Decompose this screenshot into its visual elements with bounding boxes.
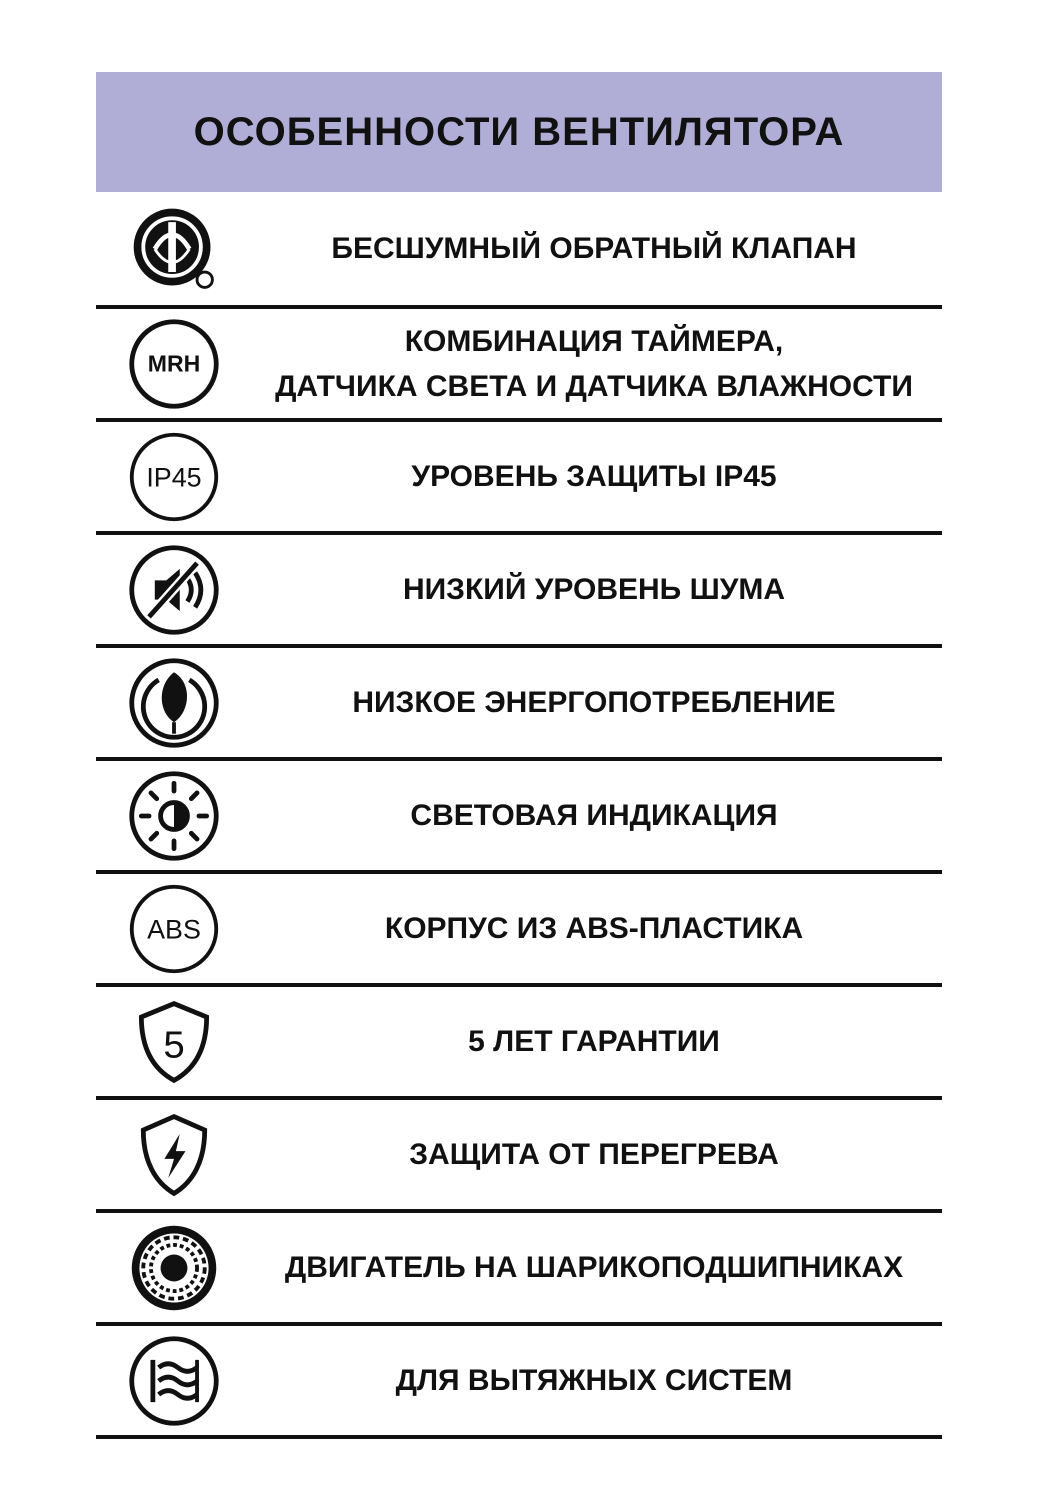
warranty-icon-text: 5 (163, 1022, 185, 1066)
feature-row-ip45 (96, 418, 942, 531)
feature-label-line: ДАТЧИКА СВЕТА И ДАТЧИКА ВЛАЖНОСТИ (275, 369, 913, 403)
feature-label-line: КОРПУС ИЗ ABS-ПЛАСТИКА (384, 912, 804, 945)
low-noise-icon (126, 542, 222, 638)
feature-row-mrh (96, 305, 942, 418)
feature-label-line: КОМБИНАЦИЯ ТАЙМЕРА, (404, 324, 784, 358)
warranty-shield-icon (126, 994, 222, 1090)
abs-icon (126, 881, 222, 977)
feature-label (246, 648, 942, 757)
abs-icon-text: ABS (147, 914, 201, 945)
exhaust-system-icon (126, 1333, 222, 1429)
mrh-icon (126, 316, 222, 412)
feature-row-abs (96, 870, 942, 983)
feature-label-line: БЕСШУМНЫЙ ОБРАТНЫЙ КЛАПАН (331, 232, 857, 265)
light-indicator-icon (126, 768, 222, 864)
overheat-shield-icon (126, 1107, 222, 1203)
panel-title: ОСОБЕННОСТИ ВЕНТИЛЯТОРА (96, 72, 942, 192)
feature-label (246, 1326, 942, 1435)
feature-label (246, 874, 942, 983)
silent-valve-icon (126, 201, 222, 297)
ip45-icon (126, 429, 222, 525)
feature-label-line: 5 ЛЕТ ГАРАНТИИ (468, 1025, 720, 1058)
feature-label (246, 1213, 942, 1322)
feature-label (246, 987, 942, 1096)
feature-row-light-indicator (96, 757, 942, 870)
mrh-icon-text: MRH (147, 350, 201, 377)
feature-label-line: ЗАЩИТА ОТ ПЕРЕГРЕВА (409, 1138, 779, 1171)
feature-label-line: ДЛЯ ВЫТЯЖНЫХ СИСТЕМ (395, 1364, 793, 1397)
ip45-icon-text: IP45 (146, 462, 202, 493)
feature-label-line: СВЕТОВАЯ ИНДИКАЦИЯ (410, 799, 778, 832)
feature-label (246, 192, 942, 305)
feature-row-ball-bearing (96, 1209, 942, 1322)
feature-label-line: НИЗКИЙ УРОВЕНЬ ШУМА (402, 573, 786, 606)
feature-label-line: УРОВЕНЬ ЗАЩИТЫ IP45 (411, 460, 777, 493)
feature-row-warranty (96, 983, 942, 1096)
feature-row-overheat (96, 1096, 942, 1209)
feature-row-exhaust (96, 1322, 942, 1439)
feature-label (246, 761, 942, 870)
feature-label (246, 422, 942, 531)
feature-row-silent-valve (96, 192, 942, 305)
ball-bearing-icon (126, 1220, 222, 1316)
feature-row-low-noise (96, 531, 942, 644)
energy-saving-icon (126, 655, 222, 751)
feature-row-energy (96, 644, 942, 757)
feature-label (246, 1100, 942, 1209)
feature-label-line: ДВИГАТЕЛЬ НА ШАРИКОПОДШИПНИКАХ (284, 1251, 904, 1284)
features-panel (96, 72, 942, 1439)
feature-label-line: НИЗКОЕ ЭНЕРГОПОТРЕБЛЕНИЕ (352, 686, 836, 719)
feature-label (246, 309, 942, 418)
feature-label (246, 535, 942, 644)
